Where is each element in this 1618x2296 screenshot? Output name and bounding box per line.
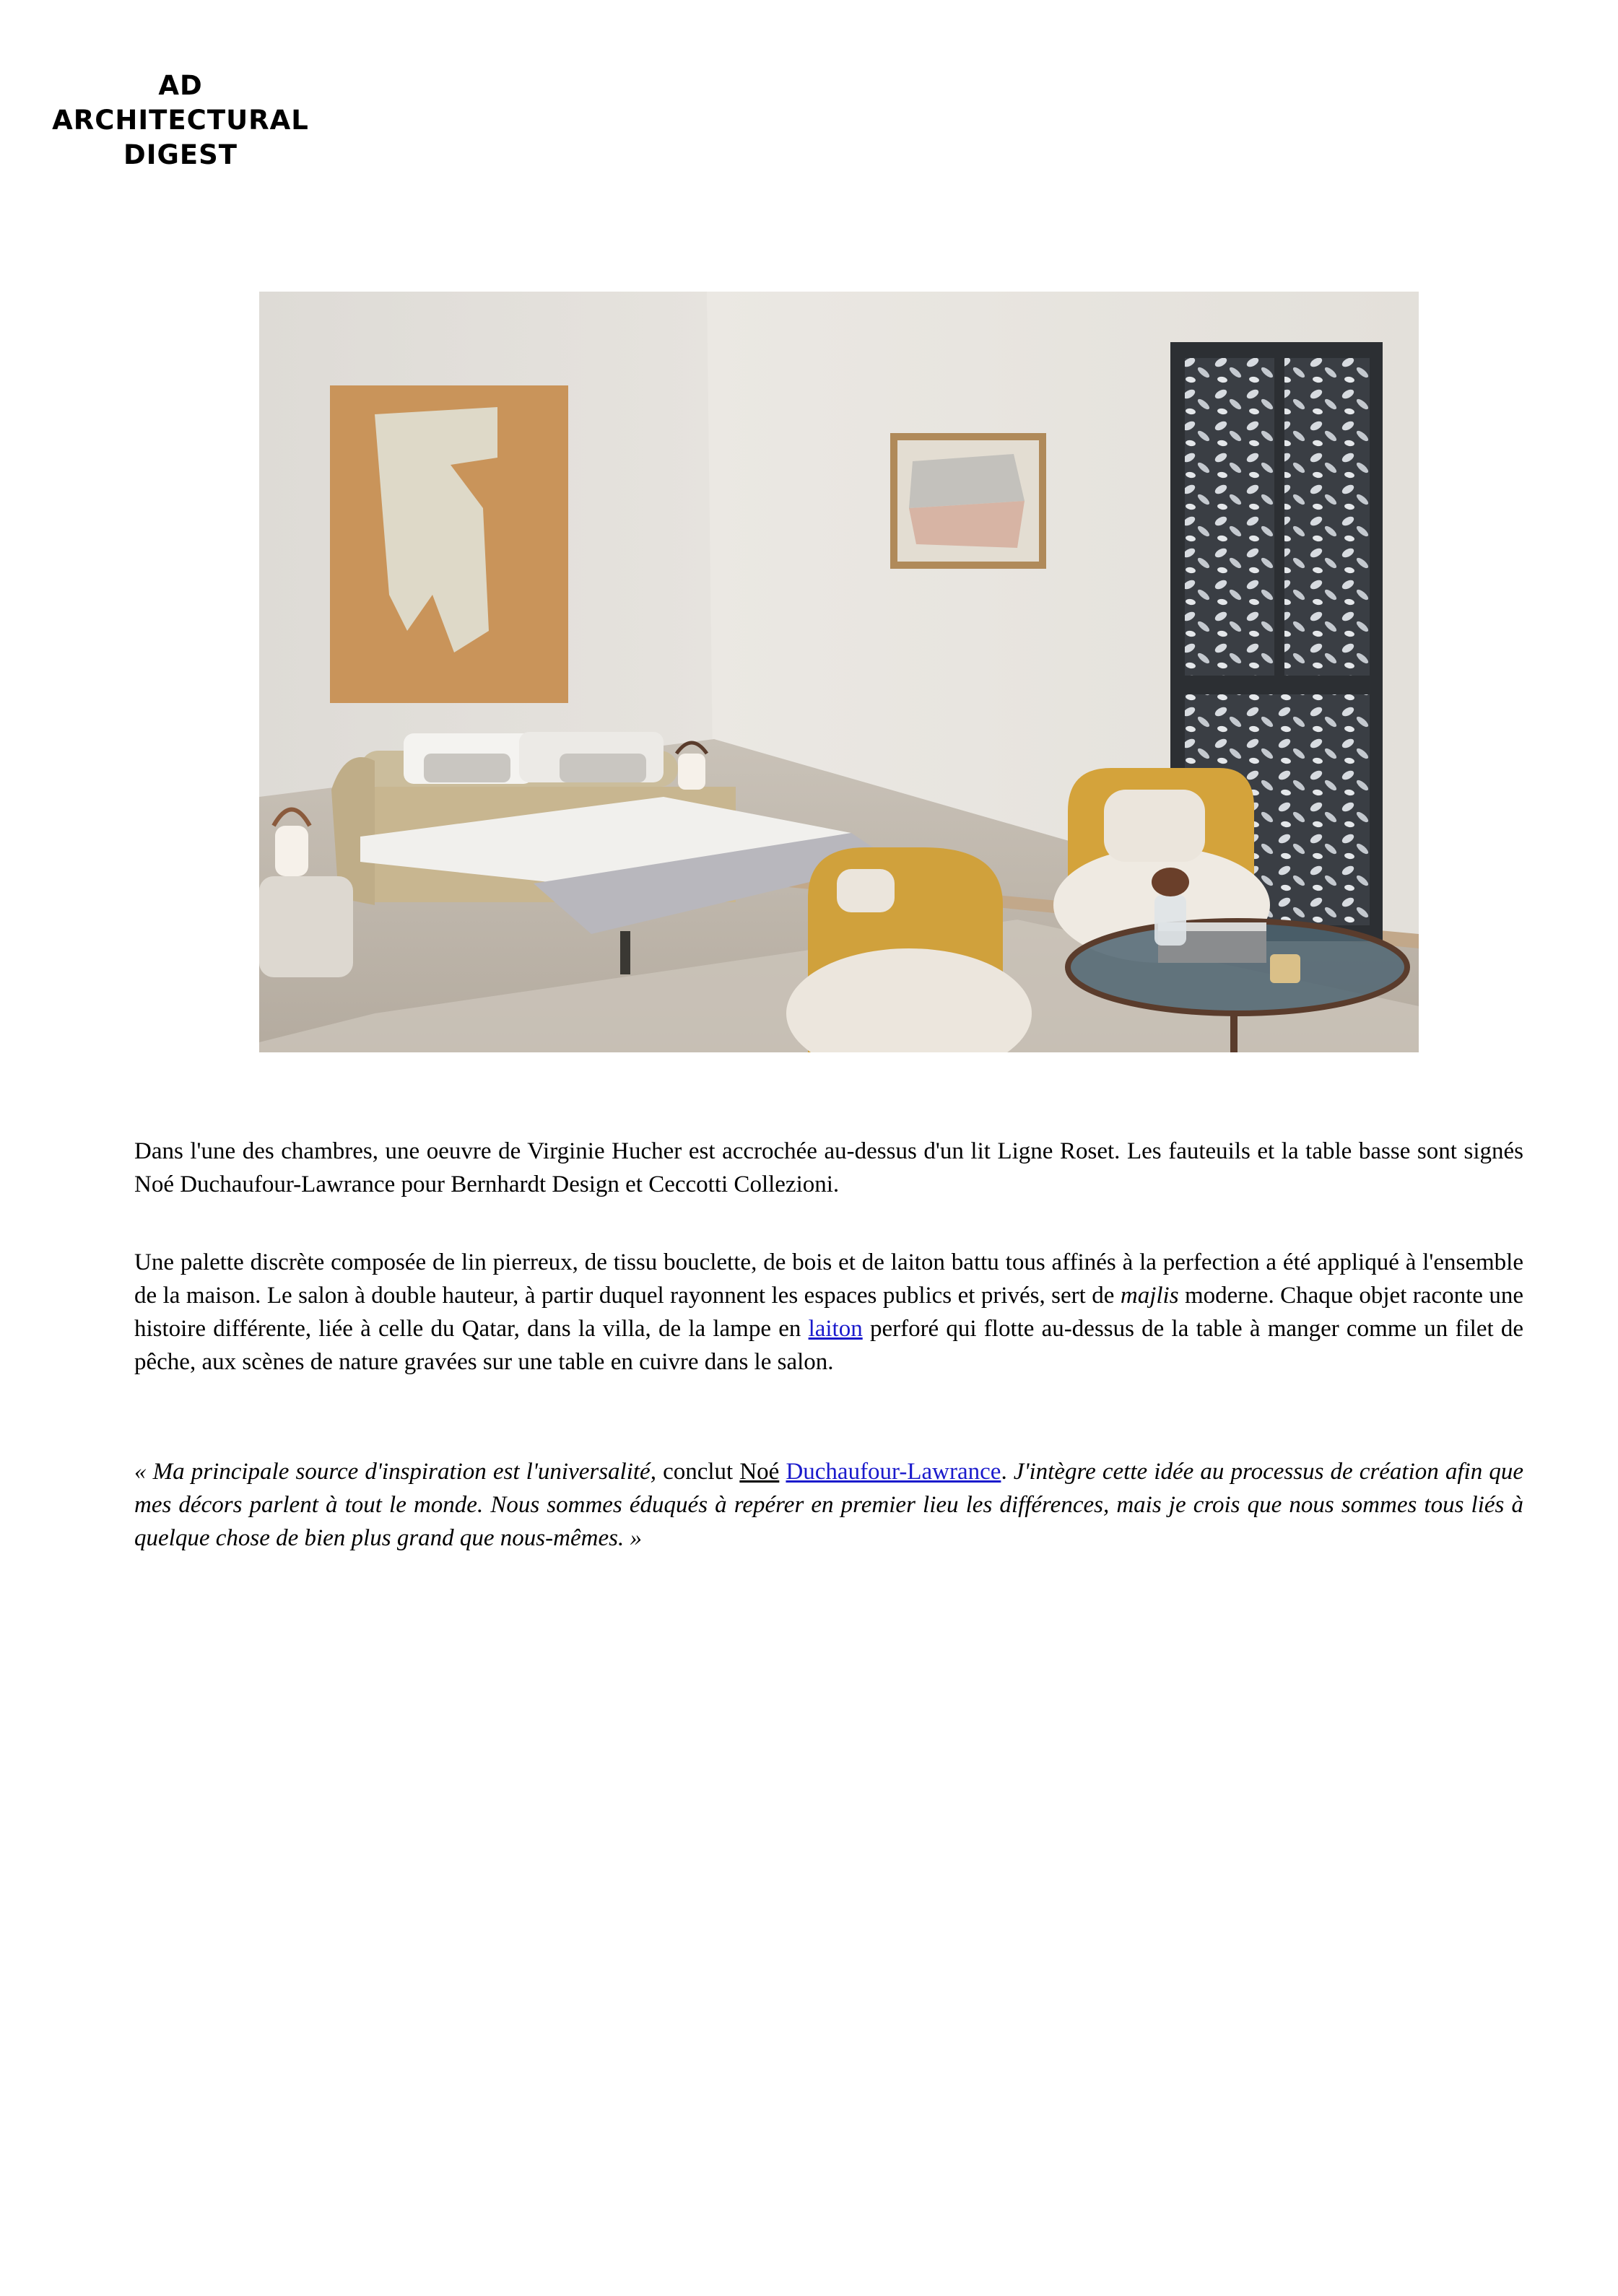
masthead-line-2: ARCHITECTURAL bbox=[52, 105, 309, 136]
caption-text: Dans l'une des chambres, une oeuvre de Virginie Hucher est accrochée au-dessus d'un lit Ligne Roset. Les fauteuils et la table basse sont signés Noé Duchaufour-Lawrance pour Bernhardt Design et Ceccotti Collezioni. bbox=[134, 1138, 1523, 1197]
body-text-part-1: Une palette discrète composée de lin pierreux, de tissu bouclette, de bois et de laiton battu tous affinés à la perfection a été appliqué à l'ensemble de la maison. Le salon à double hauteur, à partir duquel rayonnent les espaces publics et privés, sert de bbox=[134, 1249, 1523, 1309]
body-paragraph bbox=[134, 1246, 1523, 1379]
quote-paragraph bbox=[134, 1455, 1523, 1555]
body-paragraph-text bbox=[134, 1246, 1523, 1379]
bedroom-photo-illustration bbox=[259, 292, 1419, 1052]
quote-start: « Ma principale source d'inspiration est l'universalité, bbox=[134, 1459, 656, 1485]
majlis-term: majlis bbox=[1120, 1283, 1179, 1309]
laiton-link[interactable]: laiton bbox=[808, 1316, 863, 1342]
noe-link[interactable]: Noé bbox=[739, 1459, 780, 1485]
bedroom-photo bbox=[259, 292, 1419, 1052]
quote-conclut: conclut bbox=[656, 1459, 740, 1485]
duchaufour-lawrance-link[interactable]: Duchaufour-Lawrance bbox=[786, 1459, 1001, 1485]
body-text-part-2: moderne. Chaque objet raconte une histoire différente, liée à celle du Qatar, dans la villa, de la lampe en bbox=[134, 1283, 1523, 1342]
quote-end: J'intègre cette idée au processus de création afin que mes décors parlent à tout le monde. Nous sommes éduqués à repérer en premier lieu les différences, mais je crois que nous sommes tous liés à quelque chose de bien plus grand que nous-mêmes. » bbox=[134, 1459, 1523, 1551]
masthead-logo bbox=[43, 69, 318, 173]
body-text-part-3: perforé qui flotte au-dessus de la table à manger comme un filet de pêche, aux scènes de nature gravées sur une table en cuivre dans le salon. bbox=[134, 1316, 1523, 1375]
quote-dot: . bbox=[1001, 1459, 1007, 1485]
masthead-line-1: AD bbox=[158, 70, 203, 101]
quote-paragraph-text bbox=[134, 1455, 1523, 1555]
photo-caption bbox=[134, 1135, 1523, 1201]
masthead-line-3: DIGEST bbox=[123, 139, 238, 170]
